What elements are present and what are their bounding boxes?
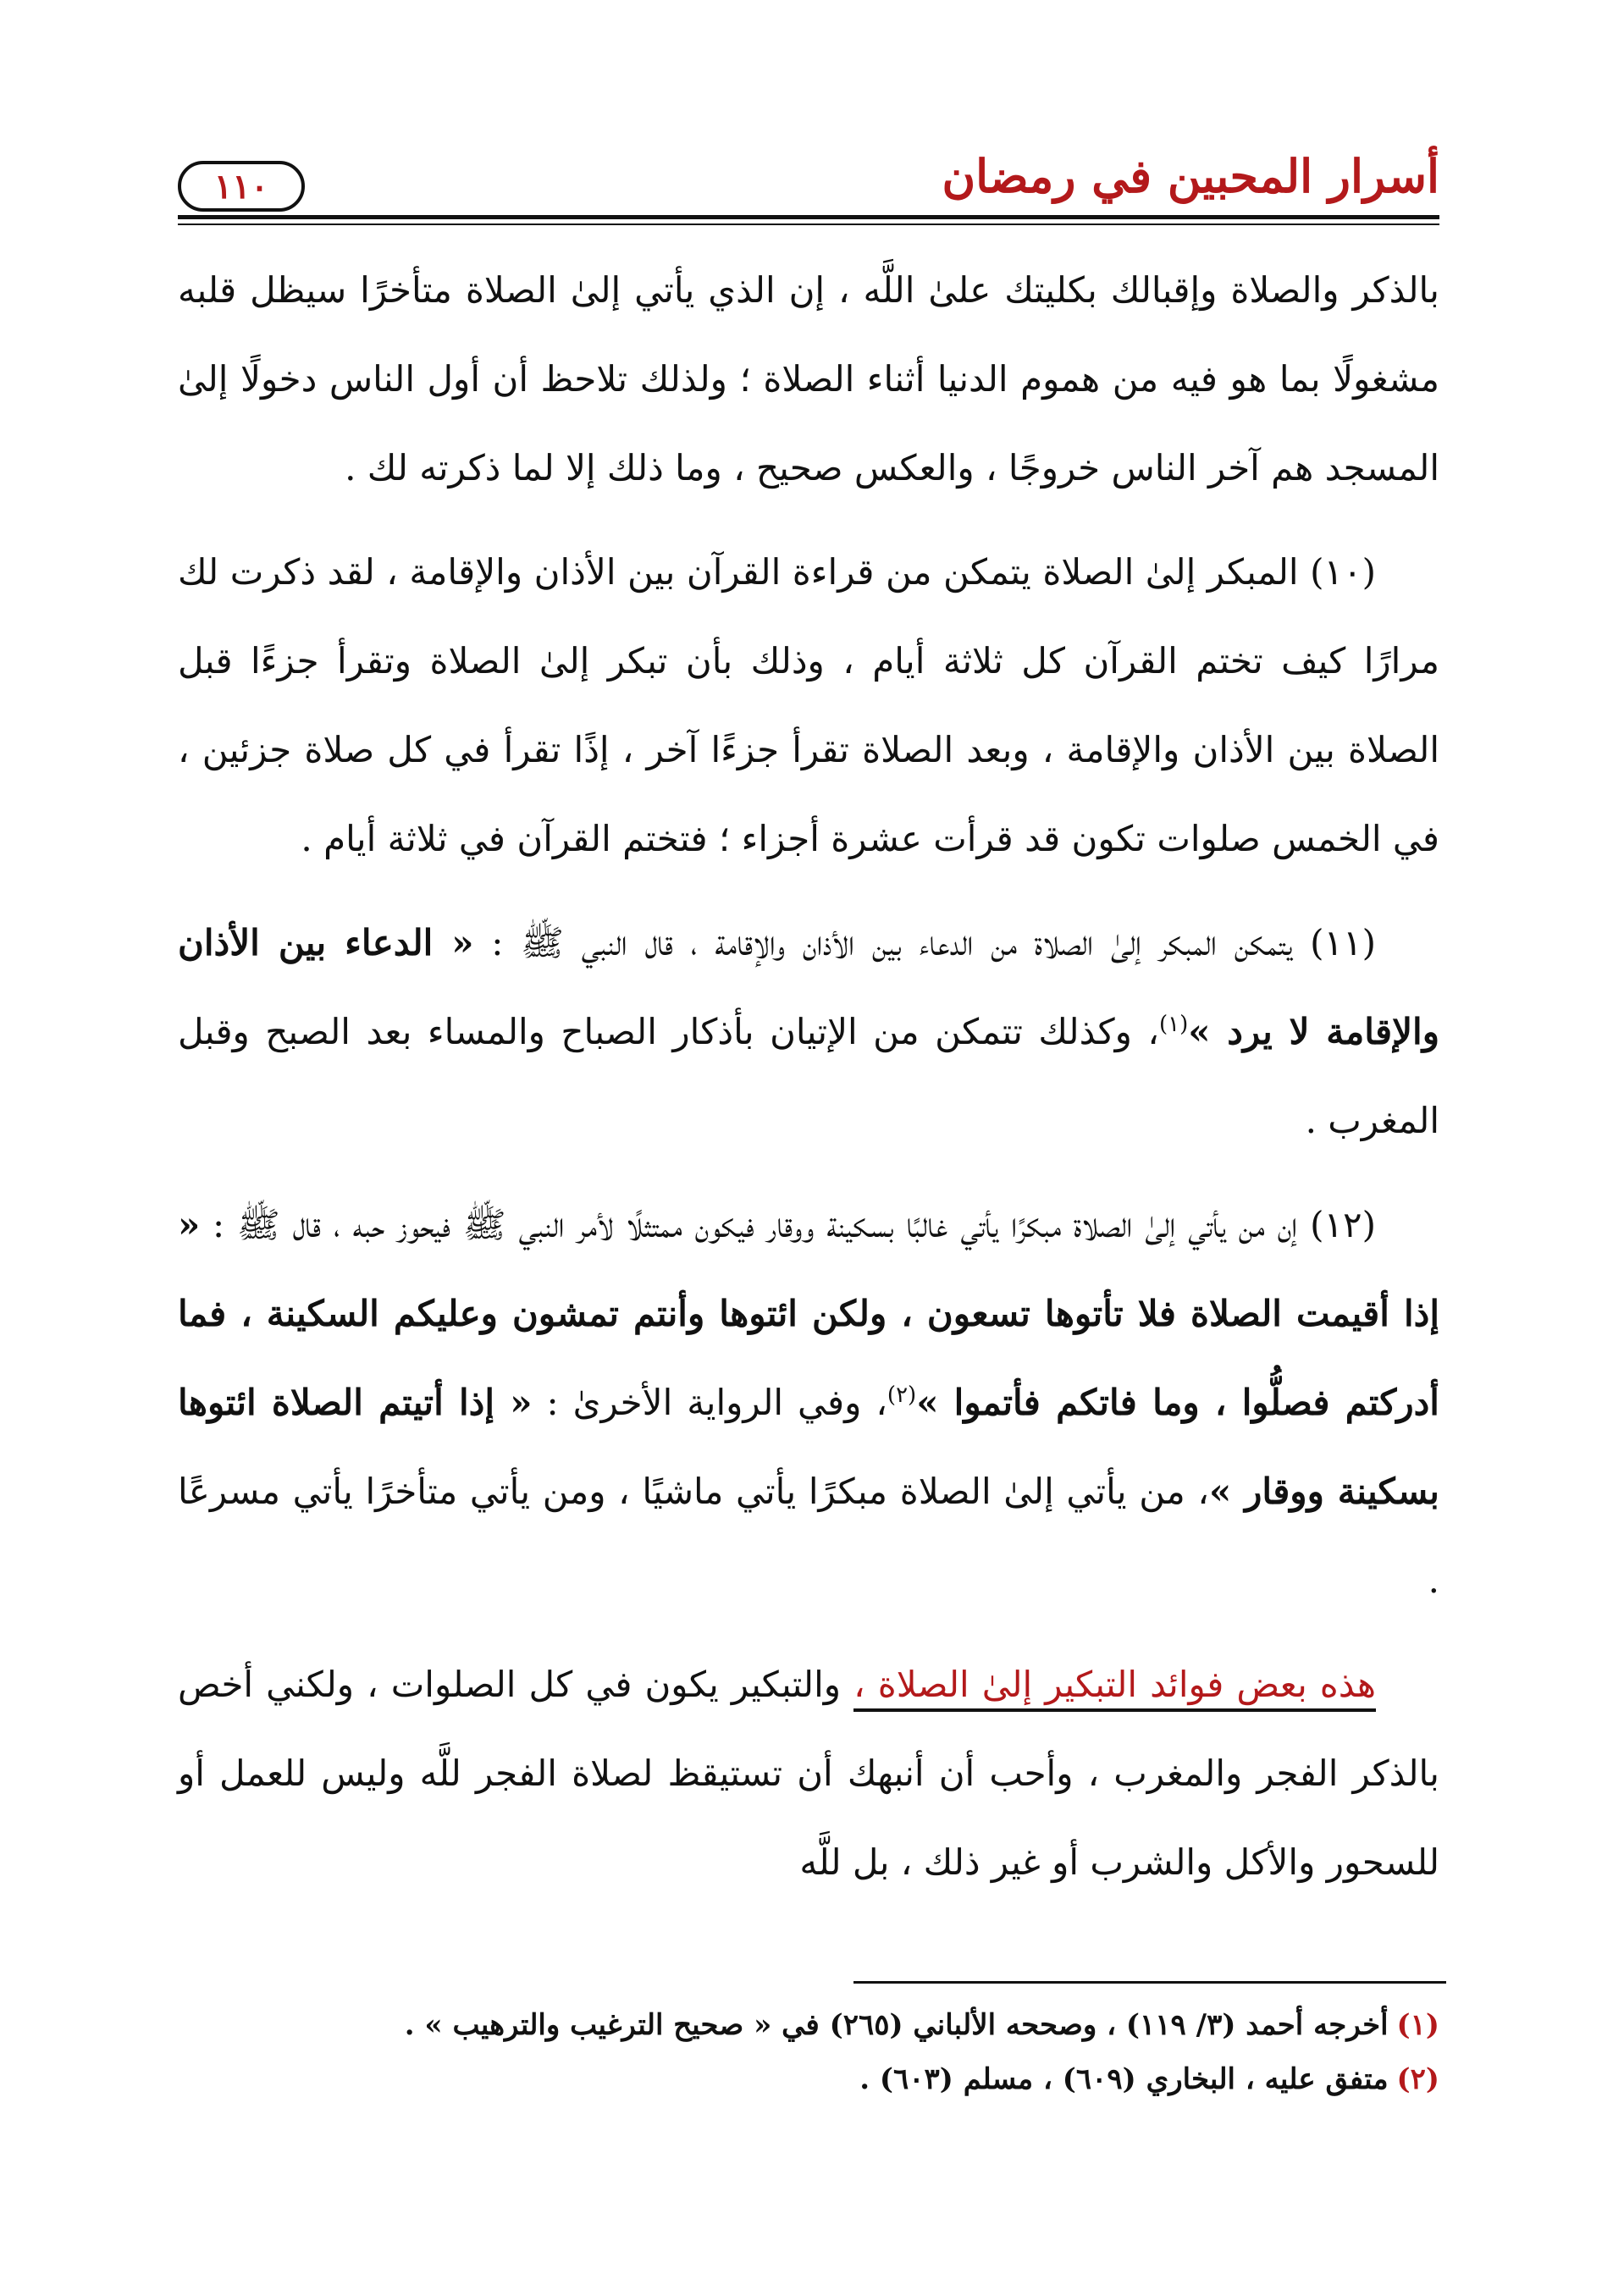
paragraph-12-rest: ، من يأتي إلىٰ الصلاة مبكرًا يأتي ماشيًا ، ومن يأتي متأخرًا يأتي مسرعًا . bbox=[178, 1471, 1439, 1601]
hadith-quote: « إذا أقيمت الصلاة فلا تأتوها تسعون ، ولكن ائتوها وأنتم تمشون وعليكم السكينة ، فما أدركتم فصلُّوا ، وما فاتكم فأتموا » bbox=[178, 1204, 1439, 1423]
paragraph-1: بالذكر والصلاة وإقبالك بكليتك علىٰ اللَّه ، إن الذي يأتي إلىٰ الصلاة متأخرًا سيظل قلبه مشغولًا بما هو فيه من هموم الدنيا أثناء الصلاة ؛ ولذلك تلاحظ أن أول الناس دخولًا إلىٰ المسجد هم آخر الناس خروجًا ، والعكس صحيح ، وما ذلك إلا لما ذكرته لك . bbox=[178, 269, 1439, 488]
footnote-2 bbox=[178, 2052, 1439, 2106]
body-text bbox=[178, 246, 1439, 1922]
paragraph-summary bbox=[178, 1640, 1439, 1907]
footnote-number: (١) bbox=[1396, 2008, 1439, 2042]
header-rule-thick bbox=[178, 215, 1439, 219]
section-highlight: هذه بعض فوائد التبكير إلىٰ الصلاة ، bbox=[853, 1664, 1376, 1712]
page-header bbox=[178, 144, 1439, 220]
footnote-number: (٢) bbox=[1396, 2062, 1439, 2096]
paragraph-11-text: (١١) يتمكن المبكر إلىٰ الصلاة من الدعاء بين الأذان والإقامة ، قال النبي ﷺ : bbox=[473, 922, 1376, 963]
paragraph-10: (١٠) المبكر إلىٰ الصلاة يتمكن من قراءة القرآن بين الأذان والإقامة ، لقد ذكرت لك مرارًا كيف تختم القرآن كل ثلاثة أيام ، وذلك بأن تبكر إلىٰ الصلاة وتقرأ جزءًا قبل الصلاة بين الأذان والإقامة ، وبعد الصلاة تقرأ جزءًا آخر ، إذًا تقرأ في كل صلاة جزئين ، في الخمس صلوات تكون قد قرأت عشرة أجزاء ؛ فتختم القرآن في ثلاثة أيام . bbox=[178, 551, 1439, 859]
footnote-text: متفق عليه ، البخاري (٦٠٩) ، مسلم (٦٠٣) . bbox=[859, 2062, 1389, 2096]
header-rule-thin bbox=[178, 224, 1439, 225]
paragraph-12-text: (١٢) إن من يأتي إلىٰ الصلاة مبكرًا يأتي غالبًا بسكينة ووقار فيكون ممتثلًا لأمر النبي ﷺ فيحوز حبه ، قال ﷺ : bbox=[200, 1204, 1376, 1245]
paragraph-12 bbox=[178, 1180, 1439, 1625]
paragraph-11-rest: ، وكذلك تتمكن من الإتيان بأذكار الصباح والمساء بعد الصبح وقبل المغرب . bbox=[178, 1011, 1439, 1141]
page-number: ١١٠ bbox=[178, 161, 305, 212]
paragraph-11 bbox=[178, 898, 1439, 1165]
hadith-quote-alt: « إذا أتيتم الصلاة ائتوها بسكينة ووقار » bbox=[178, 1382, 1439, 1512]
paragraph-12-middle: ، وفي الرواية الأخرىٰ : bbox=[532, 1382, 887, 1423]
footnote-ref-2[interactable]: (٢) bbox=[887, 1383, 917, 1408]
footnote-ref-1[interactable]: (١) bbox=[1158, 1012, 1189, 1037]
paragraph-summary-text: والتبكير يكون في كل الصلوات ، ولكني أخص بالذكر الفجر والمغرب ، وأحب أن أنبهك أن تستيقظ لصلاة الفجر للَّه وليس للعمل أو للسحور والأكل والشرب أو غير ذلك ، بل للَّه bbox=[178, 1664, 1439, 1883]
footnotes bbox=[178, 1998, 1439, 2106]
hadith-quote: « الدعاء بين الأذان والإقامة لا يرد » bbox=[178, 922, 1439, 1052]
footnote-1 bbox=[178, 1998, 1439, 2052]
footnote-text: أخرجه أحمد (٣/ ١١٩) ، وصححه الألباني (٢٦٥) في « صحيح الترغيب والترهيب » . bbox=[404, 2008, 1389, 2042]
book-title: أسرار المحبين في رمضان bbox=[942, 149, 1439, 203]
footnote-divider bbox=[853, 1981, 1446, 1984]
